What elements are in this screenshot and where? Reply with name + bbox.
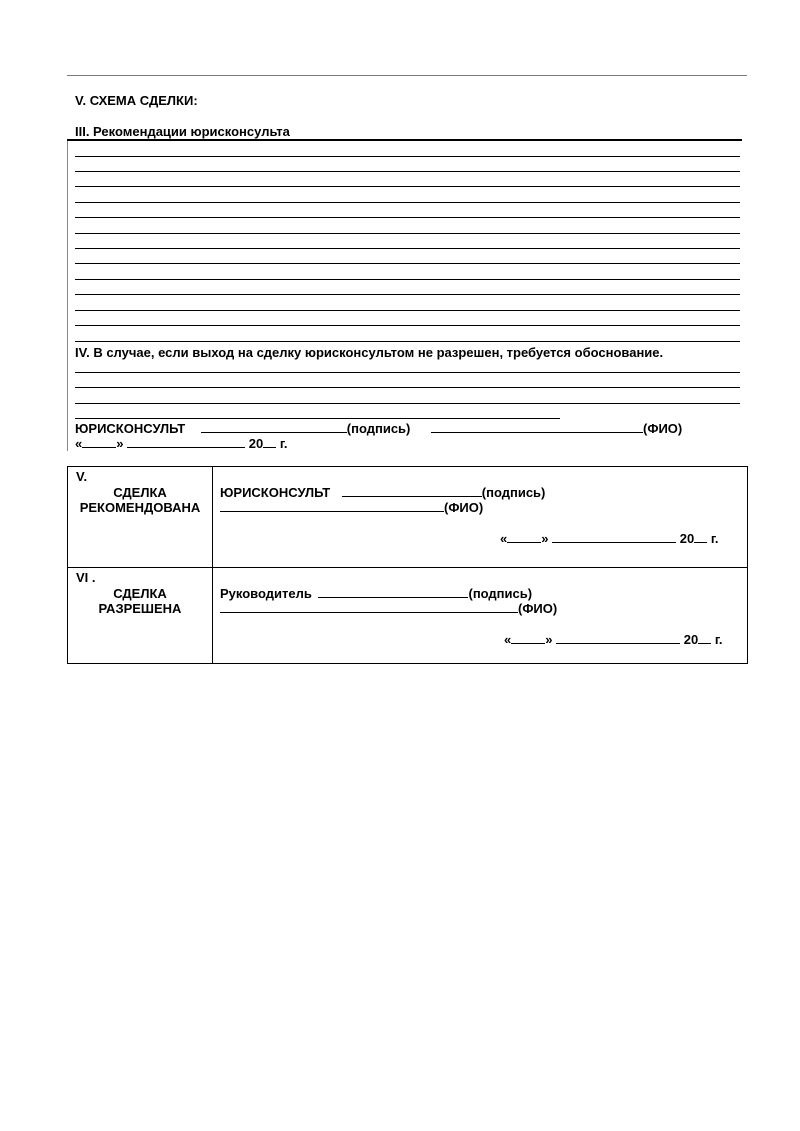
name-label: (ФИО) <box>643 421 683 436</box>
blank-line[interactable] <box>75 171 740 172</box>
sign-label: (подпись) <box>468 586 533 601</box>
month-field[interactable] <box>556 632 680 644</box>
year-suffix: г. <box>710 531 719 546</box>
quote-open: « <box>504 632 512 647</box>
quote-open: « <box>75 436 83 451</box>
blank-line[interactable] <box>75 202 740 203</box>
blank-line[interactable] <box>75 279 740 280</box>
table-row <box>68 568 748 664</box>
left-margin-line <box>67 141 68 451</box>
blank-line[interactable] <box>75 263 740 264</box>
blank-line[interactable] <box>75 156 740 157</box>
row-label-cell <box>68 467 213 568</box>
year-suffix: г. <box>279 436 288 451</box>
month-field[interactable] <box>127 436 245 448</box>
name-field[interactable] <box>220 500 444 512</box>
name-label: (ФИО) <box>518 601 558 616</box>
signature-cell <box>213 467 748 568</box>
date-row <box>504 632 723 647</box>
blank-line[interactable] <box>75 341 740 342</box>
quote-close: » <box>545 632 553 647</box>
row-label-line: РАЗРЕШЕНА <box>98 601 182 616</box>
blank-line[interactable] <box>75 294 740 295</box>
table-row <box>68 467 748 568</box>
name-field[interactable] <box>431 421 643 433</box>
year-prefix: 20 <box>683 632 699 647</box>
name-line <box>220 601 557 616</box>
blank-line[interactable] <box>75 186 740 187</box>
top-rule <box>67 75 747 76</box>
decision-table <box>67 466 748 664</box>
blank-line[interactable] <box>75 217 740 218</box>
year-prefix: 20 <box>679 531 695 546</box>
section-iii-rule <box>67 139 742 141</box>
year-field[interactable] <box>263 436 276 448</box>
date-row <box>500 531 719 546</box>
signature-field[interactable] <box>318 586 468 598</box>
name-line <box>220 500 483 515</box>
quote-close: » <box>116 436 124 451</box>
blank-line[interactable] <box>75 372 740 373</box>
blank-line[interactable] <box>75 248 740 249</box>
month-field[interactable] <box>552 531 676 543</box>
signer-line <box>220 586 532 601</box>
year-field[interactable] <box>694 531 707 543</box>
signature-cell <box>213 568 748 664</box>
signer-title: ЮРИСКОНСУЛЬТ <box>220 485 331 500</box>
row-label-cell <box>68 568 213 664</box>
name-label: (ФИО) <box>444 500 484 515</box>
name-field[interactable] <box>220 601 518 613</box>
blank-line[interactable] <box>75 325 740 326</box>
row-label-line: СДЕЛКА <box>113 586 167 601</box>
signature-field[interactable] <box>201 421 347 433</box>
year-prefix: 20 <box>248 436 264 451</box>
section-iv-title: IV. В случае, если выход на сделку юрисконсультом не разрешен, требуется обоснование. <box>75 345 664 360</box>
quote-open: « <box>500 531 508 546</box>
year-field[interactable] <box>698 632 711 644</box>
day-field[interactable] <box>511 632 545 644</box>
year-suffix: г. <box>714 632 723 647</box>
section-v-title: V. СХЕМА СДЕЛКИ: <box>75 93 198 108</box>
blank-line[interactable] <box>75 387 740 388</box>
blank-line[interactable] <box>75 310 740 311</box>
row-label-line: СДЕЛКА <box>113 485 167 500</box>
signature-row <box>75 421 682 436</box>
section-iii-title: III. Рекомендации юрисконсульта <box>75 124 290 139</box>
quote-close: » <box>541 531 549 546</box>
signature-field[interactable] <box>342 485 482 497</box>
row-number: V. <box>76 469 88 484</box>
row-label-line: РЕКОМЕНДОВАНА <box>79 500 201 515</box>
row-number: VI . <box>76 570 96 585</box>
date-row <box>75 436 288 451</box>
sign-label: (подпись) <box>481 485 546 500</box>
day-field[interactable] <box>507 531 541 543</box>
blank-line[interactable] <box>75 418 560 419</box>
signer-title: ЮРИСКОНСУЛЬТ <box>75 421 186 436</box>
signer-title: Руководитель <box>220 586 312 601</box>
signer-line <box>220 485 545 500</box>
sign-label: (подпись) <box>346 421 411 436</box>
blank-line[interactable] <box>75 233 740 234</box>
day-field[interactable] <box>82 436 116 448</box>
blank-line[interactable] <box>75 403 740 404</box>
